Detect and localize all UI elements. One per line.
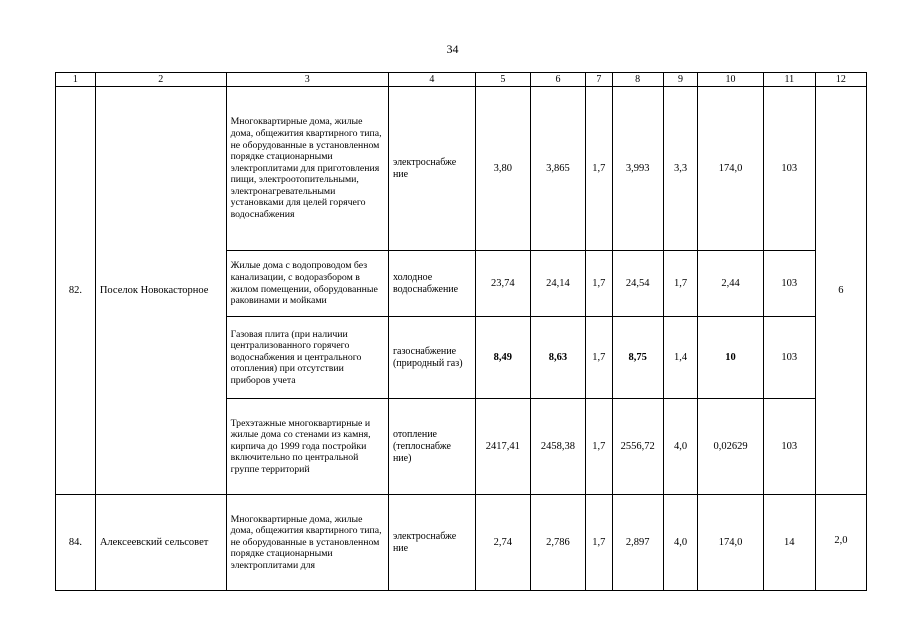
column-header: 10 xyxy=(698,73,763,87)
value-col9: 1,7 xyxy=(663,251,698,317)
utility-service: отопление (теплоснабже ние) xyxy=(388,399,475,495)
value-col12: 2,0 xyxy=(815,495,866,591)
settlement-code: 82. xyxy=(56,87,96,495)
utility-service: электроснабже ние xyxy=(388,87,475,251)
column-header: 5 xyxy=(475,73,530,87)
column-header: 7 xyxy=(586,73,613,87)
tariff-table xyxy=(55,72,867,591)
settlement-name: Алексеевский сельсовет xyxy=(95,495,226,591)
value-col7: 1,7 xyxy=(586,495,613,591)
value-col12: 6 xyxy=(815,87,866,495)
value-col10: 2,44 xyxy=(698,251,763,317)
housing-description: Трехэтажные многоквартирные и жилые дома со стенами из камня, кирпича до 1999 года постройки включительно по центральной группе территорий xyxy=(226,399,388,495)
value-col11: 103 xyxy=(763,251,815,317)
value-col11: 103 xyxy=(763,87,815,251)
column-header: 4 xyxy=(388,73,475,87)
value-col5: 8,49 xyxy=(475,317,530,399)
value-col7: 1,7 xyxy=(586,251,613,317)
value-col5: 2,74 xyxy=(475,495,530,591)
utility-service: электроснабже ние xyxy=(388,495,475,591)
housing-description: Многоквартирные дома, жилые дома, общежития квартирного типа, не оборудованные в установленном порядке стационарными электроплитами для приготовления пищи, электроотопительными, электронагревательными установками для целей горячего водоснабжения xyxy=(226,87,388,251)
settlement-name: Поселок Новокасторное xyxy=(95,87,226,495)
value-col9: 4,0 xyxy=(663,495,698,591)
utility-service: холодное водоснабжение xyxy=(388,251,475,317)
value-col11: 103 xyxy=(763,317,815,399)
column-header: 11 xyxy=(763,73,815,87)
value-col8: 3,993 xyxy=(612,87,663,251)
value-col9: 4,0 xyxy=(663,399,698,495)
value-col6: 3,865 xyxy=(530,87,585,251)
column-header: 6 xyxy=(530,73,585,87)
page-number: 34 xyxy=(446,42,459,56)
value-col8: 2556,72 xyxy=(612,399,663,495)
value-col5: 2417,41 xyxy=(475,399,530,495)
settlement-code: 84. xyxy=(56,495,96,591)
column-header: 12 xyxy=(815,73,866,87)
value-col8: 24,54 xyxy=(612,251,663,317)
value-col6: 2,786 xyxy=(530,495,585,591)
column-header: 9 xyxy=(663,73,698,87)
value-col8: 2,897 xyxy=(612,495,663,591)
value-col8: 8,75 xyxy=(612,317,663,399)
utility-service: газоснабжение (природный газ) xyxy=(388,317,475,399)
housing-description: Жилые дома с водопроводом без канализации, с водоразбором в жилом помещении, оборудованные раковинами и мойками xyxy=(226,251,388,317)
value-col10: 10 xyxy=(698,317,763,399)
value-col11: 103 xyxy=(763,399,815,495)
value-col9: 3,3 xyxy=(663,87,698,251)
value-col7: 1,7 xyxy=(586,399,613,495)
housing-description: Многоквартирные дома, жилые дома, общежития квартирного типа, не оборудованные в установленном порядке стационарными электроплитами для xyxy=(226,495,388,591)
value-col11: 14 xyxy=(763,495,815,591)
value-col5: 3,80 xyxy=(475,87,530,251)
value-col6: 2458,38 xyxy=(530,399,585,495)
column-header: 3 xyxy=(226,73,388,87)
value-col5: 23,74 xyxy=(475,251,530,317)
value-col9: 1,4 xyxy=(663,317,698,399)
value-col7: 1,7 xyxy=(586,87,613,251)
value-col7: 1,7 xyxy=(586,317,613,399)
housing-description: Газовая плита (при наличии централизованного горячего водоснабжения и центрального отопления) при отсутствии приборов учета xyxy=(226,317,388,399)
value-col10: 0,02629 xyxy=(698,399,763,495)
value-col10: 174,0 xyxy=(698,87,763,251)
value-col10: 174,0 xyxy=(698,495,763,591)
table-row xyxy=(56,87,867,251)
value-col6: 8,63 xyxy=(530,317,585,399)
table-row xyxy=(56,495,867,591)
column-header: 1 xyxy=(56,73,96,87)
column-header: 2 xyxy=(95,73,226,87)
value-col6: 24,14 xyxy=(530,251,585,317)
column-header: 8 xyxy=(612,73,663,87)
column-number-row xyxy=(56,73,867,87)
